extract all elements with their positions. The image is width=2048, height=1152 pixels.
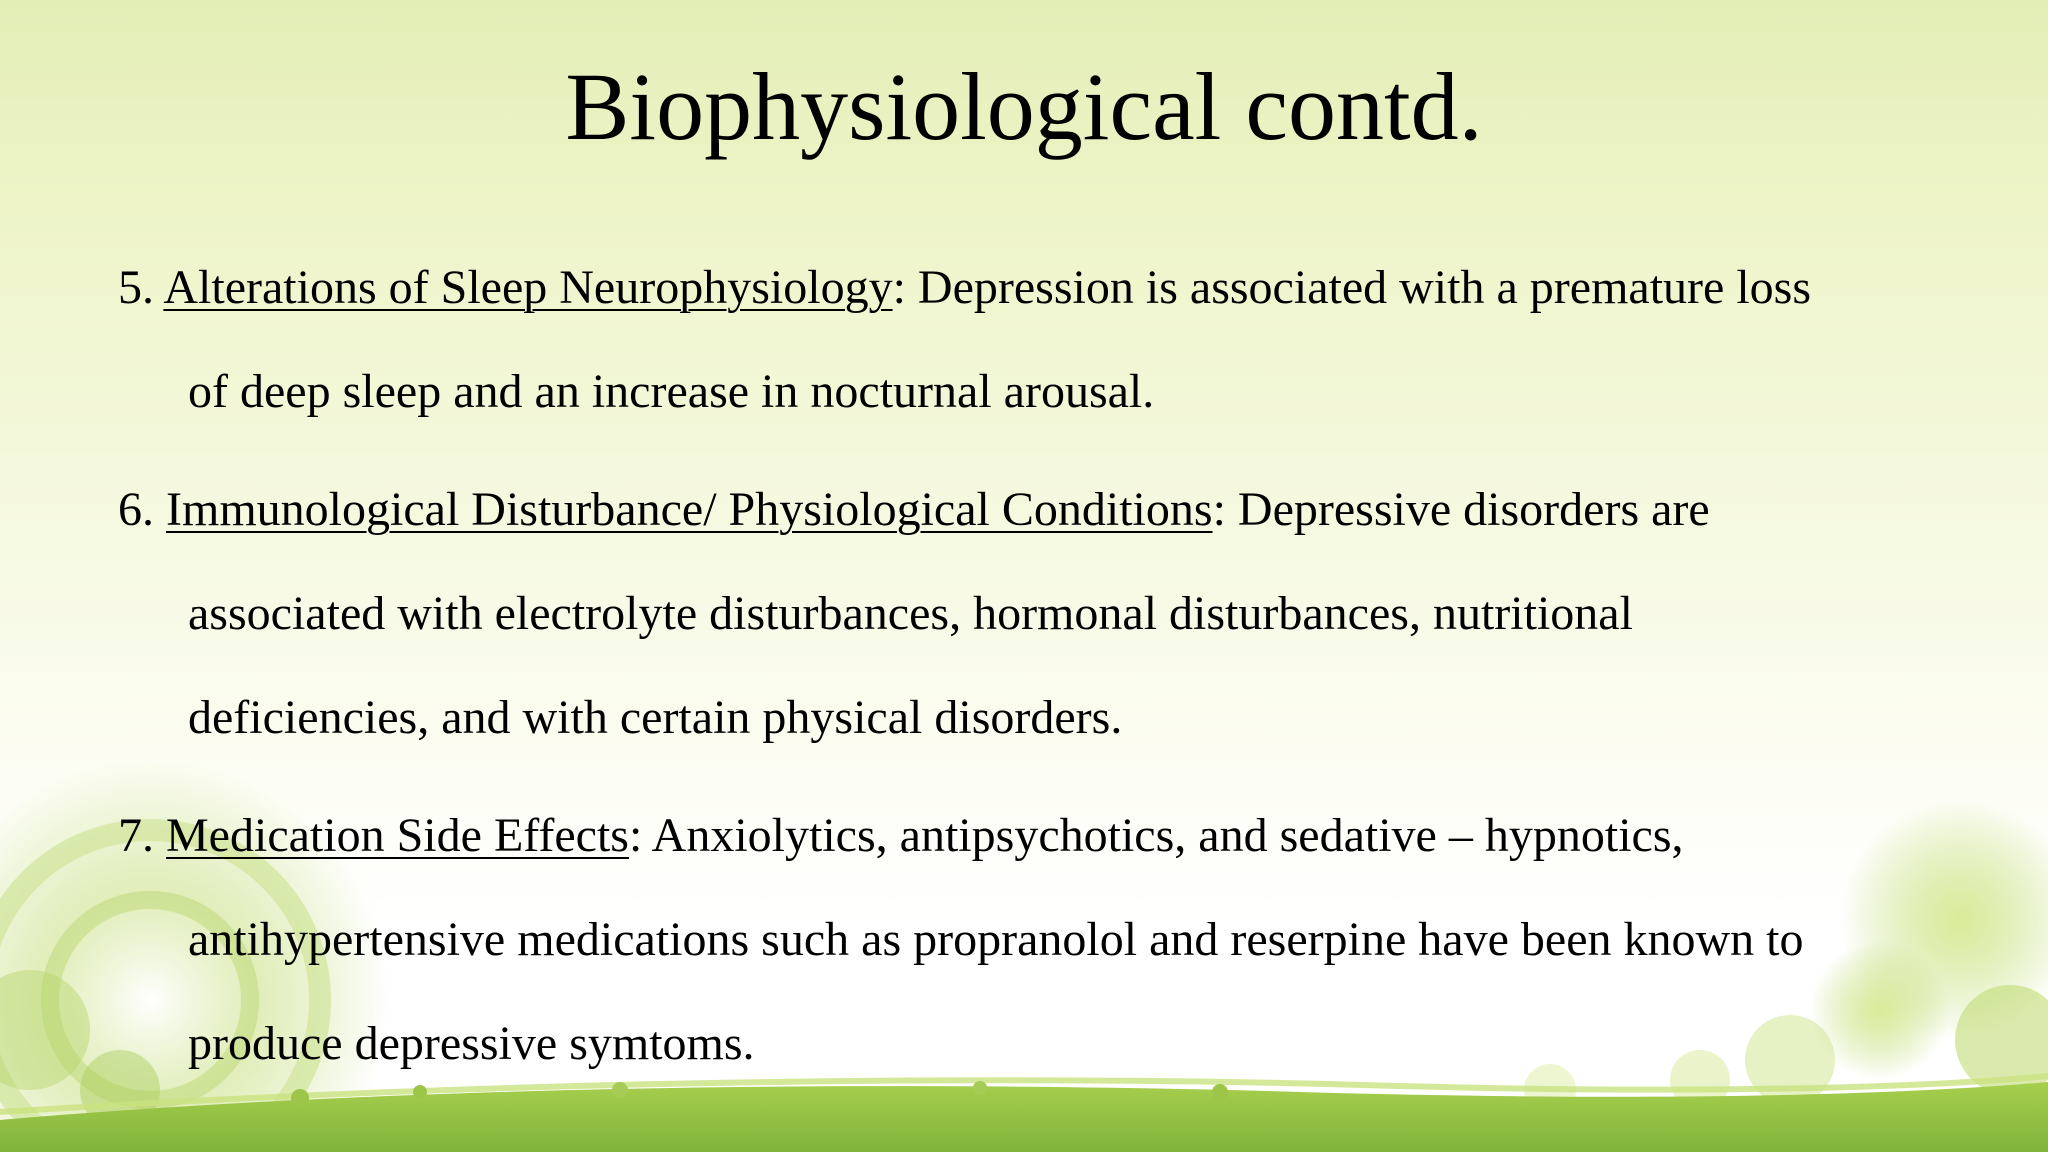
list-item-continuation: deficiencies, and with certain physical disorders.: [188, 691, 1123, 744]
list-item-continuation: of deep sleep and an increase in nocturnal arousal.: [188, 365, 1155, 418]
list-item-term: Medication Side Effects: [166, 809, 629, 862]
list-item-term: Immunological Disturbance/ Physiological Conditions: [166, 483, 1213, 536]
list-item-number: 6.: [118, 483, 154, 536]
list-item: [118, 784, 1938, 1096]
list-item-term: Alterations of Sleep Neurophysiology: [163, 261, 893, 314]
list-item-number: 7.: [118, 809, 154, 862]
list-item-first-line: [118, 784, 1938, 888]
list-item: [118, 458, 1938, 770]
list-item-first-line: [118, 458, 1938, 562]
list-item-continuation: associated with electrolyte disturbances, hormonal disturbances, nutritional: [188, 587, 1633, 640]
list-item: [118, 236, 1938, 444]
list-item-continuation: produce depressive symtoms.: [188, 1017, 755, 1070]
slide-title: Biophysiological contd.: [565, 53, 1483, 160]
list-item-first-line: [118, 236, 1938, 340]
list-item-text: : Depressive disorders are: [1212, 483, 1710, 536]
list-item-continuation: antihypertensive medications such as propranolol and reserpine have been known to: [188, 913, 1804, 966]
list-item-text: : Depression is associated with a premature loss: [892, 261, 1812, 314]
list-item-number: 5.: [118, 261, 154, 314]
list-item-text: : Anxiolytics, antipsychotics, and sedative – hypnotics,: [628, 809, 1684, 862]
